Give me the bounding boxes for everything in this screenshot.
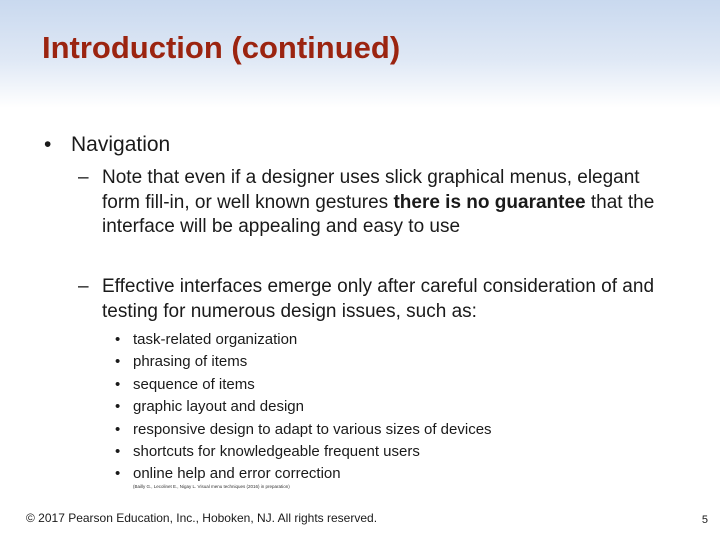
bullet-label: Navigation (71, 133, 171, 156)
sub-item-effective-interfaces (78, 275, 678, 324)
bullet-mark: • (44, 133, 52, 156)
copyright-notice: © 2017 Pearson Education, Inc., Hoboken, NJ. All rights reserved. (26, 511, 378, 525)
sub-item-text: Effective interfaces emerge only after careful consideration of and testing for numerous design issues, such as: (102, 276, 655, 322)
dash-mark: – (78, 276, 89, 297)
design-issues-list (115, 329, 492, 486)
list-item: • graphic layout and design (115, 396, 492, 418)
page-number: 5 (701, 514, 708, 526)
list-item: • sequence of items (115, 374, 492, 396)
list-item: • task-related organization (115, 329, 492, 351)
slide-title: Introduction (continued) (42, 30, 401, 65)
list-item: • responsive design to adapt to various sizes of devices (115, 419, 492, 441)
sub-item-text (102, 166, 678, 240)
sub-item-text-start: Note that even if a designer uses slick graphical menus, elegant form fill-in, or well known gestures (102, 167, 640, 213)
dash-mark: – (78, 167, 89, 188)
sub-item-text-end: that the interface will be appealing and easy to use (102, 191, 655, 237)
sub-item-text-emphasis: there is no guarantee (393, 191, 586, 213)
list-item: • phrasing of items (115, 351, 492, 373)
list-item: • online help and error correction (115, 463, 492, 485)
list-item: • shortcuts for knowledgeable frequent users (115, 441, 492, 463)
sub-item-navigation-note (78, 166, 678, 240)
citation: (Bailly G., Lecolinet E., Nigay L. Visual menu techniques (2016) in preparation) (133, 484, 290, 489)
